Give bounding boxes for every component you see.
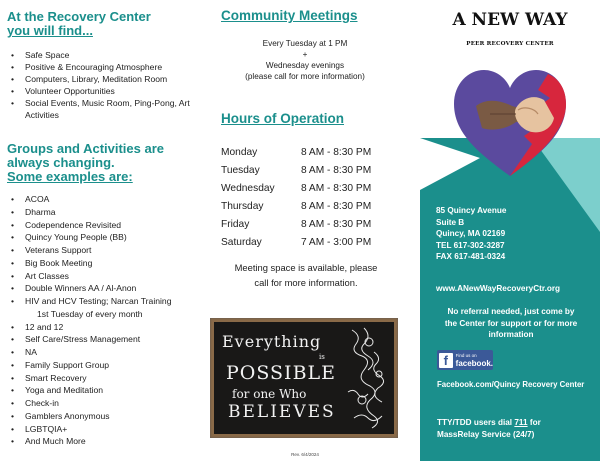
list-item: • 12 and 12 — [7, 321, 192, 334]
list-item: • Big Book Meeting — [7, 257, 192, 270]
meetings-line2: Wednesday evenings — [265, 61, 345, 70]
contact-address — [436, 205, 506, 263]
groups-heading-line2: always changing. — [7, 155, 115, 170]
find-heading — [7, 10, 192, 38]
list-item: • Dharma — [7, 206, 192, 219]
meetings-text — [200, 38, 410, 82]
groups-heading-line3: Some examples are: — [7, 169, 133, 184]
list-item-text: HIV and HCV Testing; Narcan Training — [25, 296, 172, 306]
hours-day: Friday — [221, 219, 250, 230]
address-line3: Quincy, MA 02169 — [436, 229, 506, 239]
list-item: • Social Events, Music Room, Ping-Pong, Art Activities — [7, 97, 192, 121]
list-item: • Smart Recovery — [7, 372, 192, 385]
hours-time: 8 AM - 8:30 PM — [301, 165, 372, 176]
list-item: • Gamblers Anonymous — [7, 410, 192, 423]
facebook-badge[interactable] — [437, 350, 493, 370]
list-item: • Veterans Support — [7, 244, 192, 257]
groups-heading — [7, 142, 192, 184]
meetings-line3: (please call for more information) — [245, 72, 365, 81]
hours-row — [221, 162, 401, 180]
chalk-line-4: for one Who — [232, 387, 307, 401]
meetings-title: Community Meetings — [221, 8, 358, 23]
list-item-hiv-testing — [7, 295, 192, 321]
hours-day: Saturday — [221, 237, 262, 248]
groups-list — [7, 193, 192, 448]
list-item: • Family Support Group — [7, 359, 192, 372]
tty-line1 — [437, 417, 541, 429]
facebook-badge-text — [456, 352, 493, 368]
tty-info — [437, 417, 541, 440]
hours-row — [221, 198, 401, 216]
hours-day: Tuesday — [221, 165, 260, 176]
hours-day: Monday — [221, 147, 258, 158]
list-item: • Quincy Young People (BB) — [7, 231, 192, 244]
meeting-space-line2: call for more information. — [254, 277, 358, 288]
tty-line2: MassRelay Service (24/7) — [437, 429, 535, 439]
hours-day: Wednesday — [221, 183, 275, 194]
list-item: • Double Winners AA / Al-Anon — [7, 282, 192, 295]
tty-prefix: TTY/TDD users dial — [437, 418, 513, 427]
list-item: • ACOA — [7, 193, 192, 206]
chalk-line-1: Everything — [222, 332, 322, 351]
list-item: • Positive & Encouraging Atmosphere — [7, 61, 192, 73]
facebook-link[interactable]: Facebook.com/Quincy Recovery Center — [437, 380, 585, 389]
chalk-line-2: is — [319, 353, 325, 361]
hours-time: 8 AM - 8:30 PM — [301, 183, 372, 194]
logo-title: A NEW WAY — [452, 10, 568, 30]
logo-subtitle: PEER RECOVERY CENTER — [466, 41, 554, 47]
referral-line3: information — [488, 330, 534, 339]
list-item: • Safe Space — [7, 49, 192, 61]
facebook-badge-big: facebook. — [455, 359, 493, 368]
hours-time: 8 AM - 8:30 PM — [301, 219, 372, 230]
hours-time: 8 AM - 8:30 PM — [301, 201, 372, 212]
heart-hands-logo-icon — [420, 50, 600, 180]
list-item: • Volunteer Opportunities — [7, 85, 192, 97]
middle-panel — [200, 0, 410, 461]
hours-day: Thursday — [221, 201, 264, 212]
groups-heading-line1: Groups and Activities are — [7, 141, 165, 156]
find-heading-line2: you will find... — [7, 23, 93, 38]
hours-time: 7 AM - 3:00 PM — [301, 237, 372, 248]
right-panel — [420, 0, 600, 461]
facebook-icon: f — [439, 353, 453, 368]
tty-number: 711 — [514, 418, 528, 427]
list-item: • LGBTQIA+ — [7, 423, 192, 436]
referral-line1: No referral needed, just come by — [447, 307, 575, 316]
find-heading-line1: At the Recovery Center — [7, 9, 151, 24]
chalkboard-image — [210, 318, 398, 438]
list-item: • And Much More — [7, 435, 192, 448]
chalk-line-3: POSSIBLE — [226, 362, 337, 384]
hours-time: 8 AM - 8:30 PM — [301, 147, 372, 158]
hours-title: Hours of Operation — [221, 111, 345, 126]
list-item: • Computers, Library, Meditation Room — [7, 73, 192, 85]
left-panel — [0, 0, 200, 461]
referral-text — [428, 306, 594, 341]
address-line1: 85 Quincy Avenue — [436, 206, 507, 215]
address-line2: Suite B — [436, 217, 465, 227]
chalk-line-5: BELIEVES — [228, 402, 336, 422]
tty-suffix: for — [529, 418, 541, 427]
facebook-badge-small: Find us on — [455, 353, 477, 358]
meetings-line1: Every Tuesday at 1 PM — [262, 39, 348, 48]
list-item: • Codependence Revisited — [7, 219, 192, 232]
chalkboard-surface — [214, 322, 394, 434]
meeting-space-line1: Meeting space is available, please — [234, 262, 378, 273]
list-item: • Self Care/Stress Management — [7, 333, 192, 346]
meetings-plus: + — [302, 50, 308, 59]
website-link[interactable]: www.ANewWayRecoveryCtr.org — [436, 284, 561, 293]
hours-row — [221, 234, 401, 252]
list-item: • Art Classes — [7, 270, 192, 283]
hours-row — [221, 216, 401, 234]
list-item: • Check-in — [7, 397, 192, 410]
list-item-note: 1st Tuesday of every month — [37, 308, 143, 319]
meeting-space-text — [208, 260, 404, 290]
find-list — [7, 49, 192, 121]
hours-row — [221, 180, 401, 198]
hours-row — [221, 144, 401, 162]
phone-number: TEL 617-302-3287 — [436, 240, 505, 250]
list-item: • Yoga and Meditation — [7, 384, 192, 397]
revision-date: Rev. 6/4/2024 — [291, 452, 319, 457]
list-item: • NA — [7, 346, 192, 359]
referral-line2: the Center for support or for more — [444, 318, 578, 328]
fax-number: FAX 617-481-0324 — [436, 252, 506, 262]
hours-table — [221, 144, 401, 252]
